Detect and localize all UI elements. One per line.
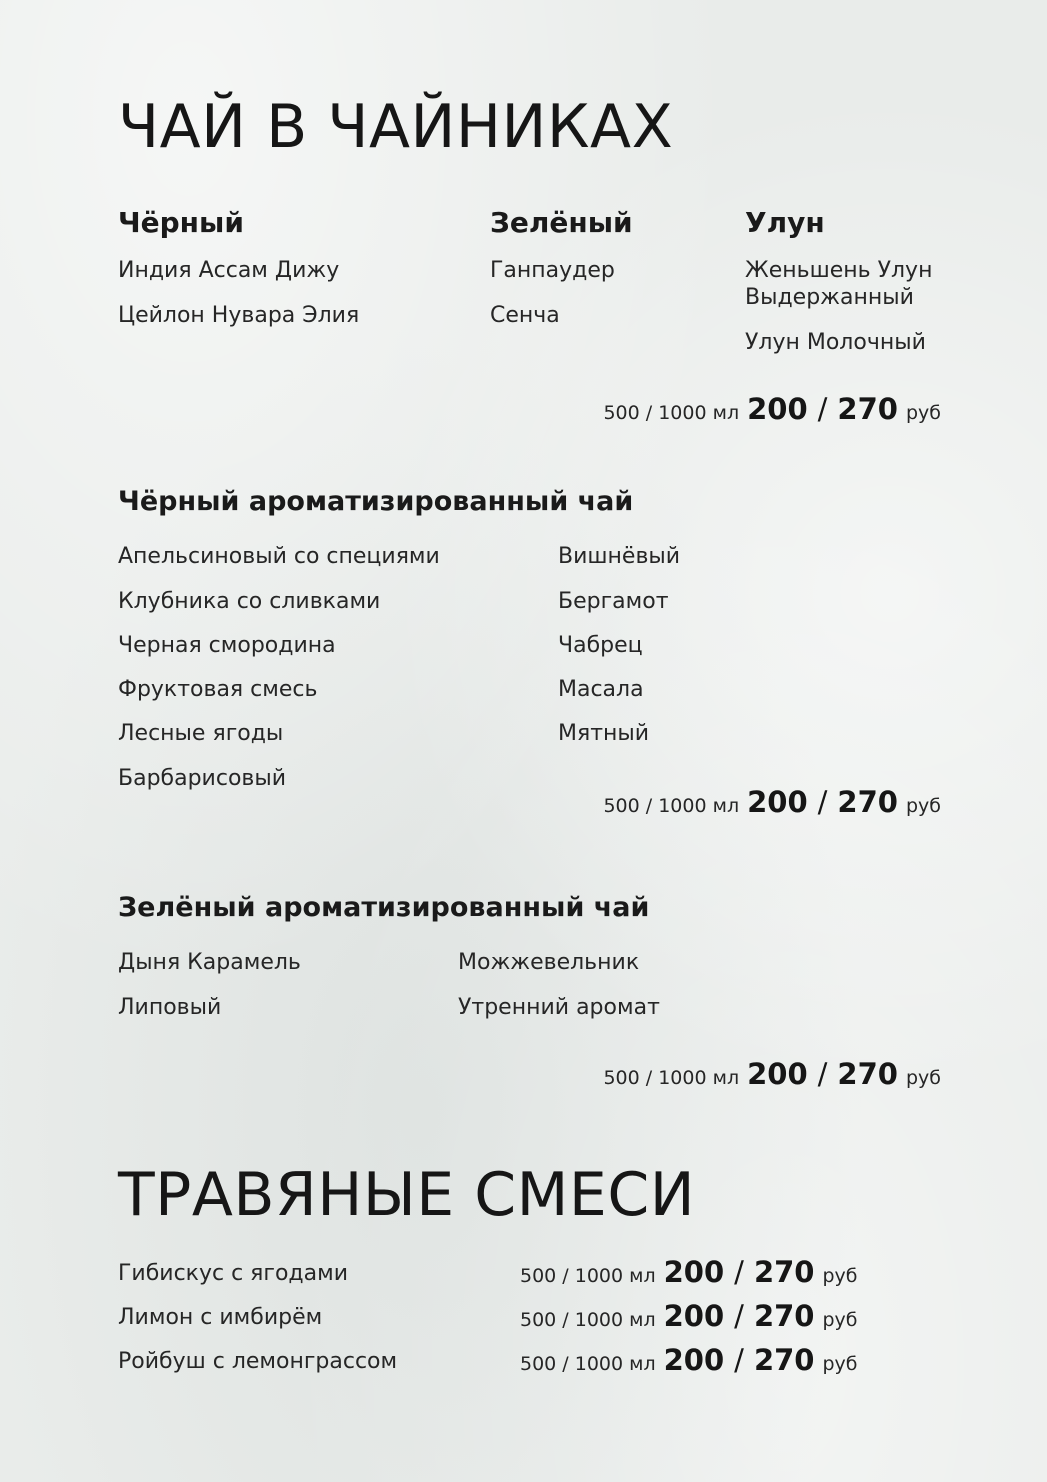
price-currency: руб [905, 1067, 941, 1089]
herbal-item-name: Гибискус с ягодами [118, 1261, 349, 1286]
price-large: 270 [837, 785, 898, 819]
price-large: 270 [837, 1057, 898, 1091]
column-heading-oolong: Улун [745, 206, 825, 239]
column-heading-green: Зелёный [490, 206, 633, 239]
list-item: Лесные ягоды [118, 721, 284, 746]
herbal-item-price [520, 1299, 858, 1333]
price-teapot [603, 392, 941, 426]
price-small: 200 [663, 1343, 725, 1377]
list-item: Липовый [118, 995, 222, 1020]
price-volume: 500 / 1000 мл [520, 1353, 656, 1375]
price-small: 200 [663, 1299, 725, 1333]
list-item: Утренний аромат [458, 995, 660, 1020]
price-slash: / [734, 1255, 744, 1289]
price-slash: / [817, 1057, 828, 1091]
price-currency: руб [822, 1353, 858, 1375]
list-item: Цейлон Нувара Элия [118, 303, 360, 328]
price-large: 270 [753, 1299, 815, 1333]
price-currency: руб [905, 402, 941, 424]
herbal-item-price [520, 1343, 858, 1377]
heading-black-flavored: Чёрный ароматизированный чай [118, 486, 634, 517]
price-slash: / [734, 1299, 744, 1333]
list-item: Апельсиновый со специями [118, 544, 440, 569]
price-slash: / [817, 392, 828, 426]
list-item: Вишнёвый [558, 544, 681, 569]
price-volume: 500 / 1000 мл [603, 402, 740, 424]
price-volume: 500 / 1000 мл [520, 1309, 656, 1331]
heading-green-flavored: Зелёный ароматизированный чай [118, 892, 650, 923]
list-item: Мятный [558, 721, 650, 746]
list-item: Масала [558, 677, 644, 702]
section-title-herbal: ТРАВЯНЫЕ СМЕСИ [118, 1160, 696, 1230]
price-large: 270 [753, 1255, 815, 1289]
price-large: 270 [837, 392, 898, 426]
price-slash: / [734, 1343, 744, 1377]
price-small: 200 [747, 785, 808, 819]
price-currency: руб [822, 1265, 858, 1287]
price-black-flavored [603, 785, 941, 819]
list-item: Женьшень Улун [745, 258, 933, 283]
price-volume: 500 / 1000 мл [520, 1265, 656, 1287]
list-item: Сенча [490, 303, 560, 328]
price-green-flavored [603, 1057, 941, 1091]
price-slash: / [817, 785, 828, 819]
list-item: Черная смородина [118, 633, 336, 658]
column-heading-black: Чёрный [118, 206, 244, 239]
herbal-item-name: Ройбуш с лемонграссом [118, 1349, 398, 1374]
price-small: 200 [663, 1255, 725, 1289]
list-item: Клубника со сливками [118, 589, 381, 614]
price-volume: 500 / 1000 мл [603, 1067, 740, 1089]
price-volume: 500 / 1000 мл [603, 795, 740, 817]
section-title-teapot: ЧАЙ В ЧАЙНИКАХ [118, 92, 674, 162]
list-item: Ганпаудер [490, 258, 615, 283]
price-small: 200 [747, 392, 808, 426]
list-item: Индия Ассам Дижу [118, 258, 340, 283]
list-item: Можжевельник [458, 950, 640, 975]
list-item: Улун Молочный [745, 330, 926, 355]
price-currency: руб [822, 1309, 858, 1331]
herbal-item-price [520, 1255, 858, 1289]
list-item: Дыня Карамель [118, 950, 301, 975]
herbal-item-name: Лимон с имбирём [118, 1305, 323, 1330]
price-currency: руб [905, 795, 941, 817]
list-item: Выдержанный [745, 285, 914, 310]
list-item: Барбарисовый [118, 766, 287, 791]
price-small: 200 [747, 1057, 808, 1091]
list-item: Бергамот [558, 589, 669, 614]
price-large: 270 [753, 1343, 815, 1377]
list-item: Фруктовая смесь [118, 677, 318, 702]
list-item: Чабрец [558, 633, 643, 658]
